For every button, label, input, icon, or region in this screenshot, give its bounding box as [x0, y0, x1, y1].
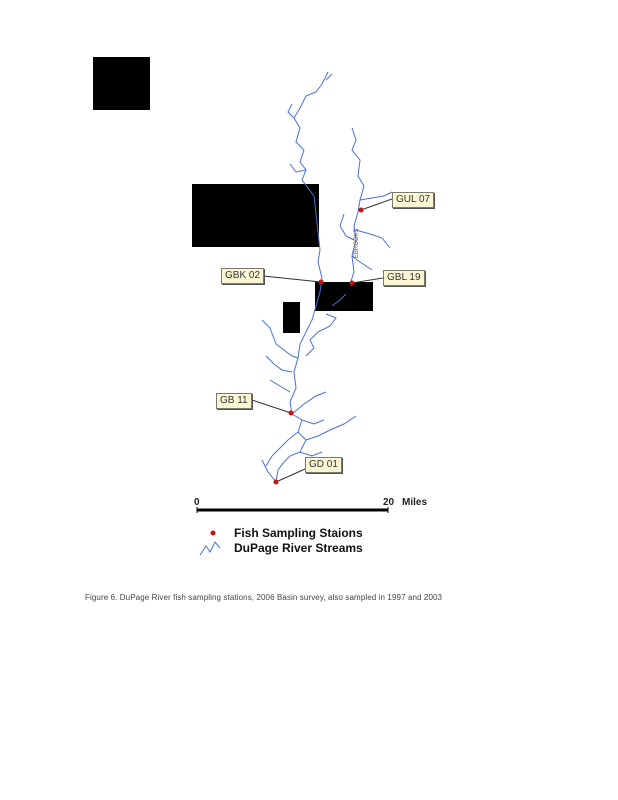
- label-leader-lines: [252, 199, 392, 482]
- station-label-gbk02[interactable]: GBK 02: [221, 268, 264, 284]
- station-marker-gul07[interactable]: [359, 208, 364, 213]
- legend-stations-label: Fish Sampling Staions: [234, 526, 363, 540]
- dupage-river-streams: [262, 72, 392, 482]
- station-marker-gbl19[interactable]: [350, 281, 355, 286]
- station-marker-gd01[interactable]: [274, 480, 279, 485]
- figure-caption: Figure 6. DuPage River fish sampling stations, 2006 Basin survey, also sampled in 1997 and 2003: [85, 593, 443, 602]
- scale-bar: [197, 507, 388, 513]
- legend-station-symbol: [211, 531, 216, 536]
- station-label-gbl19[interactable]: GBL 19: [383, 270, 425, 286]
- station-marker-gbk02[interactable]: [319, 280, 324, 285]
- station-label-gd01[interactable]: GD 01: [305, 457, 342, 473]
- station-label-gul07[interactable]: GUL 07: [392, 192, 434, 208]
- station-markers: [274, 208, 364, 485]
- legend-stream-symbol: [200, 542, 220, 555]
- station-label-gb11[interactable]: GB 11: [216, 393, 252, 409]
- scale-start-label: 0: [194, 497, 200, 508]
- scale-unit-label: Miles: [402, 497, 428, 508]
- legend-streams-label: DuPage River Streams: [234, 541, 363, 555]
- stream-name-label: EBROOKS: [354, 228, 360, 258]
- scale-end-label: 20: [383, 497, 395, 508]
- station-marker-gb11[interactable]: [289, 411, 294, 416]
